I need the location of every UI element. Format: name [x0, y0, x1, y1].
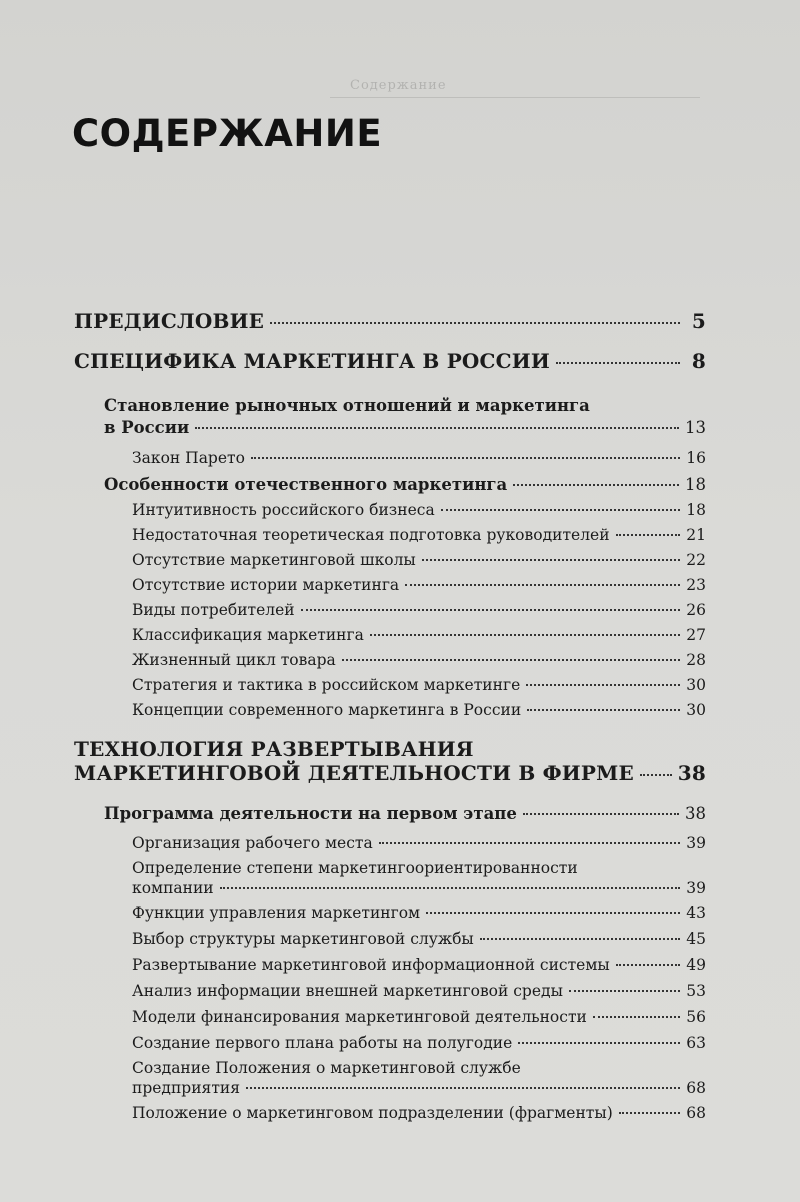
- toc-entry-title: Закон Парето: [132, 449, 245, 467]
- toc-page-number: 30: [686, 676, 706, 694]
- toc-page-number: 39: [686, 879, 706, 897]
- toc-entry-title-line2: МАРКЕТИНГОВОЙ ДЕЯТЕЛЬНОСТИ В ФИРМЕ: [74, 761, 634, 785]
- toc-entry-subsection[interactable]: [74, 701, 706, 726]
- toc-page-number: 63: [686, 1034, 706, 1052]
- dot-leader: [441, 509, 680, 511]
- toc-entry-title: Интуитивность российского бизнеса: [132, 501, 435, 519]
- toc-page-number: 28: [686, 651, 706, 669]
- toc-entry-subsection[interactable]: [74, 1008, 706, 1034]
- toc-page-number: 38: [677, 761, 706, 785]
- toc-page-number: 56: [686, 1008, 706, 1026]
- toc-page-number: 5: [691, 309, 706, 333]
- toc-entry-title: СПЕЦИФИКА МАРКЕТИНГА В РОССИИ: [74, 349, 550, 373]
- dot-leader: [379, 842, 680, 844]
- toc-entry-title-line2: предприятия: [132, 1079, 241, 1097]
- toc-entry-title-line2: компании: [132, 879, 214, 897]
- toc-entry-title: Программа деятельности на первом этапе: [104, 804, 517, 823]
- dot-leader: [301, 609, 680, 611]
- toc-page-number: 26: [686, 601, 706, 619]
- dot-leader: [526, 684, 680, 686]
- toc-page-number: 8: [691, 349, 706, 373]
- toc-entry-section-3[interactable]: [74, 794, 706, 834]
- page-title: СОДЕРЖАНИЕ: [72, 112, 383, 155]
- toc-entry-subsection[interactable]: [74, 1034, 706, 1060]
- bleed-through-header: Содержание: [350, 78, 447, 93]
- toc-entry-title-line1: Определение степени маркетингоориентированности: [132, 859, 578, 877]
- toc-entry-title: Виды потребителей: [132, 601, 295, 619]
- toc-entry-title: ПРЕДИСЛОВИЕ: [74, 309, 265, 333]
- dot-leader: [342, 659, 680, 661]
- bleed-through-rule: [330, 97, 700, 98]
- toc-page-number: 18: [686, 501, 706, 519]
- toc-entry-title: Функции управления маркетингом: [132, 904, 421, 922]
- toc-page-number: 45: [686, 930, 706, 948]
- toc-page-number: 21: [686, 526, 706, 544]
- dot-leader: [422, 559, 680, 561]
- toc-entry-section-1[interactable]: [74, 393, 706, 449]
- toc-entry-subsection[interactable]: [74, 576, 706, 601]
- dot-leader: [246, 1087, 680, 1089]
- toc-entry-subsection[interactable]: [74, 982, 706, 1008]
- toc-entry-subsection[interactable]: [74, 956, 706, 982]
- toc-page-number: 13: [685, 418, 706, 437]
- toc-entry-subsection[interactable]: [74, 449, 706, 475]
- toc-page-number: 68: [686, 1079, 706, 1097]
- table-of-contents: [74, 309, 706, 1130]
- toc-page-number: 38: [685, 804, 706, 823]
- toc-page-number: 68: [686, 1104, 706, 1122]
- toc-entry-subsection[interactable]: [74, 904, 706, 930]
- toc-entry-title: Концепции современного маркетинга в России: [132, 701, 522, 719]
- toc-entry-subsection[interactable]: [74, 526, 706, 551]
- toc-page-number: 27: [686, 626, 706, 644]
- dot-leader: [220, 887, 680, 889]
- toc-entry-subsection[interactable]: [74, 501, 706, 526]
- toc-page-number: 30: [686, 701, 706, 719]
- dot-leader: [593, 1016, 680, 1018]
- toc-page-number: 43: [686, 904, 706, 922]
- toc-entry-title: Жизненный цикл товара: [132, 651, 336, 669]
- toc-entry-chapter-1[interactable]: [74, 349, 706, 393]
- dot-leader: [518, 1042, 680, 1044]
- toc-page-number: 16: [686, 449, 706, 467]
- toc-entry-subsection[interactable]: [74, 930, 706, 956]
- toc-entry-subsection[interactable]: [74, 1060, 706, 1104]
- toc-page-number: 53: [686, 982, 706, 1000]
- dot-leader: [616, 534, 680, 536]
- toc-entry-title: Организация рабочего места: [132, 834, 373, 852]
- dot-leader: [405, 584, 680, 586]
- dot-leader: [640, 774, 672, 776]
- toc-entry-title: Анализ информации внешней маркетинговой среды: [132, 982, 563, 1000]
- toc-entry-title-line1: Создание Положения о маркетинговой службе: [132, 1059, 521, 1077]
- dot-leader: [569, 990, 680, 992]
- toc-entry-preface[interactable]: [74, 309, 706, 349]
- dot-leader: [270, 322, 680, 324]
- toc-entry-title-line1: Становление рыночных отношений и маркетинга: [104, 396, 590, 415]
- toc-entry-section-2[interactable]: [74, 475, 706, 501]
- toc-entry-subsection[interactable]: [74, 601, 706, 626]
- toc-entry-title: Развертывание маркетинговой информационной системы: [132, 956, 610, 974]
- toc-entry-title: Отсутствие маркетинговой школы: [132, 551, 416, 569]
- toc-entry-title: Стратегия и тактика в российском маркетинге: [132, 676, 521, 694]
- toc-entry-title: Особенности отечественного маркетинга: [104, 475, 508, 494]
- toc-page-number: 22: [686, 551, 706, 569]
- toc-page-number: 49: [686, 956, 706, 974]
- toc-entry-title: Выбор структуры маркетинговой службы: [132, 930, 474, 948]
- toc-entry-title: Модели финансирования маркетинговой деятельности: [132, 1008, 587, 1026]
- toc-entry-title: Отсутствие истории маркетинга: [132, 576, 400, 594]
- dot-leader: [370, 634, 680, 636]
- toc-entry-subsection[interactable]: [74, 551, 706, 576]
- dot-leader: [619, 1112, 680, 1114]
- toc-entry-subsection[interactable]: [74, 860, 706, 904]
- toc-entry-title: Недостаточная теоретическая подготовка руководителей: [132, 526, 610, 544]
- toc-entry-subsection[interactable]: [74, 834, 706, 860]
- toc-entry-title-line2: в России: [104, 418, 190, 437]
- toc-entry-chapter-2[interactable]: [74, 726, 706, 794]
- dot-leader: [556, 362, 680, 364]
- toc-page-number: 39: [686, 834, 706, 852]
- dot-leader: [251, 457, 680, 459]
- toc-entry-subsection[interactable]: [74, 676, 706, 701]
- dot-leader: [527, 709, 680, 711]
- toc-entry-title: Положение о маркетинговом подразделении (фрагменты): [132, 1104, 613, 1122]
- dot-leader: [480, 938, 680, 940]
- dot-leader: [523, 813, 679, 815]
- toc-entry-title: Классификация маркетинга: [132, 626, 364, 644]
- dot-leader: [195, 427, 679, 429]
- toc-page-number: 18: [685, 475, 706, 494]
- dot-leader: [513, 484, 679, 486]
- dot-leader: [616, 964, 680, 966]
- toc-page-number: 23: [686, 576, 706, 594]
- toc-entry-title-line1: ТЕХНОЛОГИЯ РАЗВЕРТЫВАНИЯ: [74, 737, 474, 761]
- toc-entry-subsection[interactable]: [74, 1104, 706, 1130]
- dot-leader: [426, 912, 680, 914]
- toc-entry-title: Создание первого плана работы на полугодие: [132, 1034, 513, 1052]
- toc-entry-subsection[interactable]: [74, 626, 706, 651]
- toc-entry-subsection[interactable]: [74, 651, 706, 676]
